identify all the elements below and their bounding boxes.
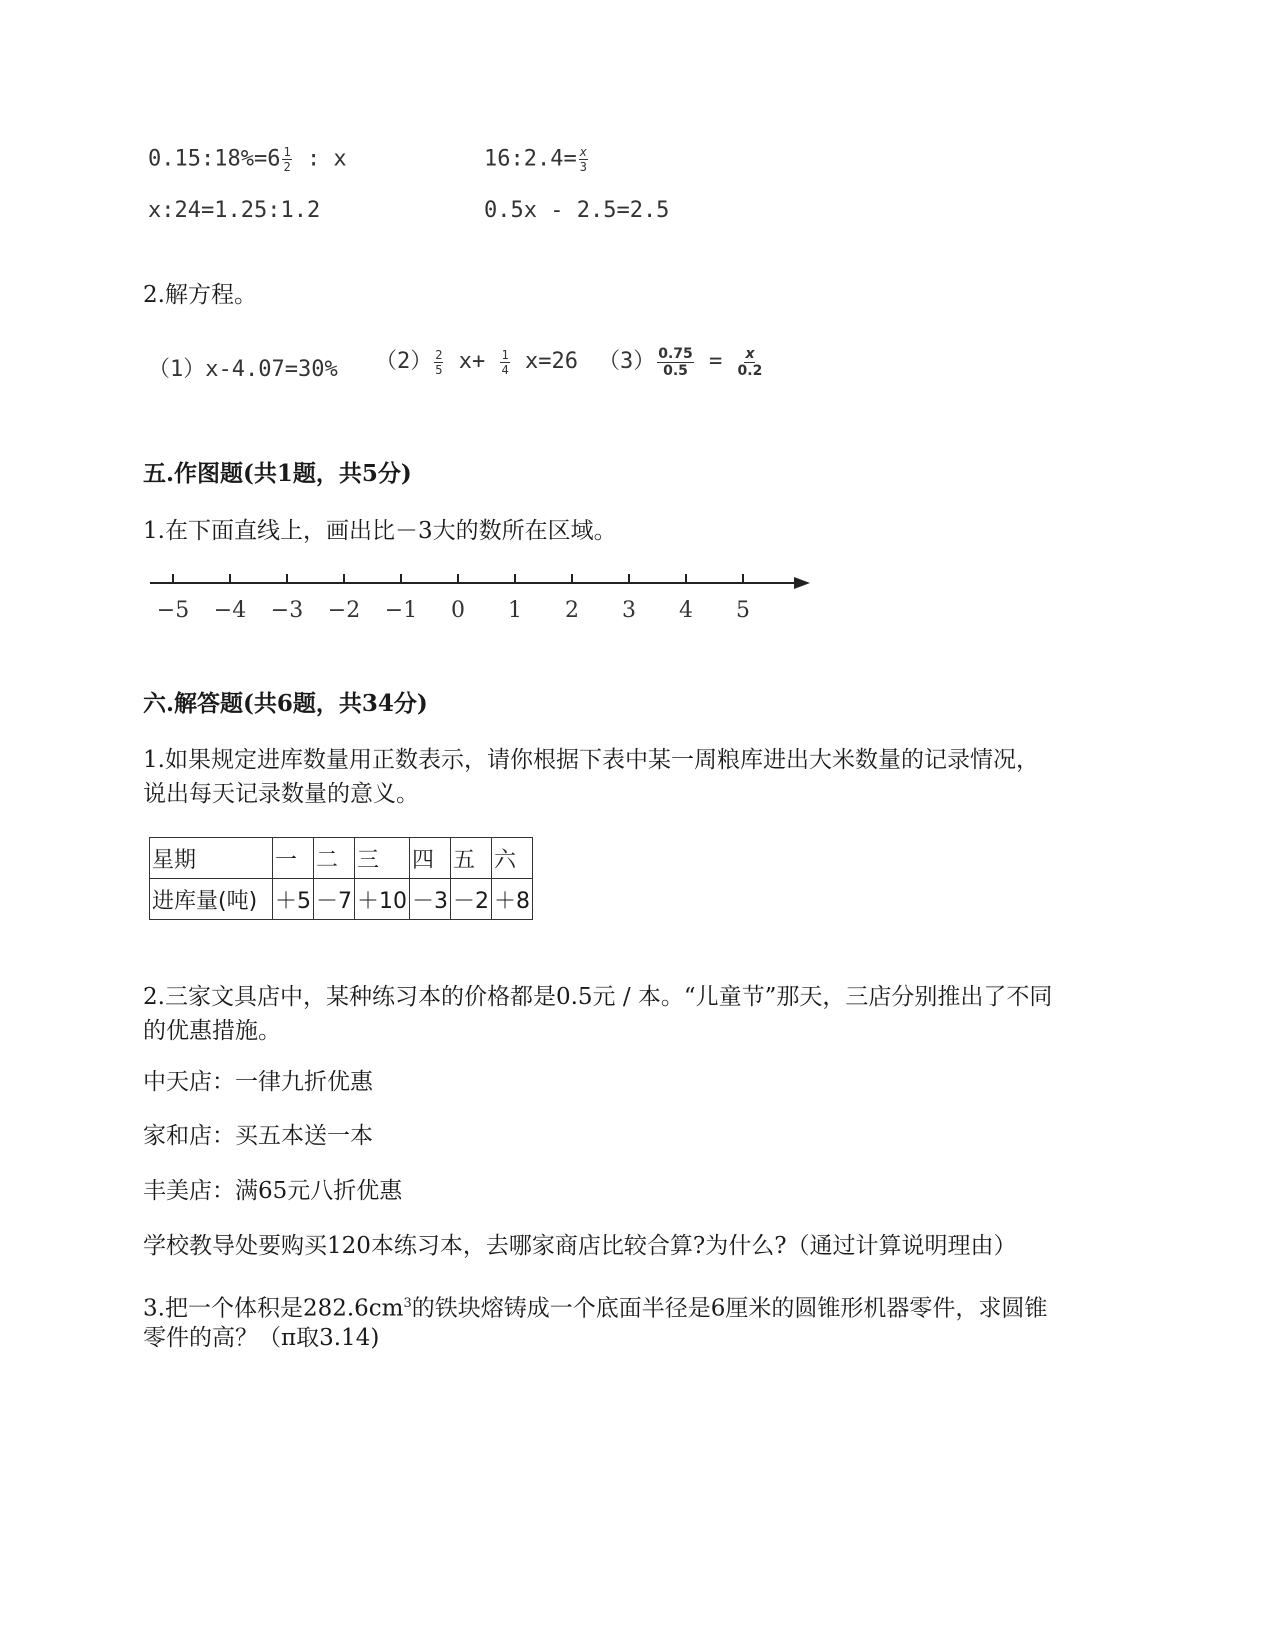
- solve-problem-1: （1）x-4.07=30%: [148, 357, 338, 382]
- section-6-question-3-line-1: 3.把一个体积是$282.6cm^3$的铁块熔铸成一个底面半径是6厘米的圆锥形机器零件，求圆锥: [143, 1295, 1048, 1322]
- solve-title: 2.解方程。: [143, 282, 257, 308]
- number-line-label: −1: [384, 598, 418, 623]
- table-cell: ＋5: [273, 879, 314, 920]
- section-5-heading: 五.作图题(共1题，共5分): [143, 460, 412, 487]
- equation-1-left: 0.15:18%=6: [148, 146, 281, 172]
- section-6-question-1-line-1: 1.如果规定进库数量用正数表示，请你根据下表中某一周粮库进出大米数量的记录情况，: [143, 747, 1039, 773]
- section-6-question-2-line-2: 的优惠措施。: [143, 1018, 281, 1044]
- fraction: $\frac{1}{2}$: [283, 145, 291, 174]
- equation-1-right: : x: [306, 146, 347, 172]
- table-row: [150, 879, 533, 920]
- section-6-question-2-line-1: 2.三家文具店中，某种练习本的价格都是0.5元 / 本。“儿童节”那天，三店分别推出了不同: [143, 984, 1053, 1010]
- number-line-label: 2: [565, 598, 579, 623]
- table-cell: 二: [314, 838, 355, 879]
- equation-4: 0.5x - 2.5=2.5: [484, 198, 670, 223]
- equation-3: x:24=1.25:1.2: [148, 198, 321, 223]
- section-6-heading: 六.解答题(共6题，共34分): [143, 690, 428, 717]
- section-6-question-2-prompt: 学校教导处要购买120本练习本，去哪家商店比较合算?为什么?（通过计算说明理由）: [143, 1233, 1017, 1259]
- solve-problem-3: （3） $\frac{0.75}{0.5}$ = $\frac{x}{0.2}$: [598, 345, 763, 379]
- store-fengmei: 丰美店：满65元八折优惠: [143, 1178, 403, 1204]
- table-cell: 星期: [150, 838, 273, 879]
- solve-problem-2: （2） $\frac{2}{5}$ x+ $\frac{1}{4}$ x=26: [375, 347, 578, 377]
- number-line-label: 3: [622, 598, 636, 623]
- number-line-label: −2: [327, 598, 361, 623]
- table-cell: 进库量(吨): [150, 879, 273, 920]
- store-zhongtian: 中天店：一律九折优惠: [143, 1069, 373, 1095]
- grain-record-table: [149, 837, 533, 920]
- table-cell: －7: [314, 879, 355, 920]
- section-6-question-3-line-2: 零件的高？（π取3.14): [143, 1325, 380, 1351]
- number-line-label: 0: [451, 598, 465, 623]
- table-cell: 三: [355, 838, 410, 879]
- section-6-question-1-line-2: 说出每天记录数量的意义。: [143, 781, 419, 807]
- number-line-label: 4: [679, 598, 693, 623]
- equation-2-left: 16:2.4=: [484, 146, 577, 172]
- store-jiahe: 家和店：买五本送一本: [143, 1123, 373, 1149]
- table-cell: 五: [451, 838, 492, 879]
- table-cell: －2: [451, 879, 492, 920]
- fraction: $\frac{1}{4}$: [501, 347, 509, 377]
- equation-1: [148, 146, 347, 173]
- number-line: [140, 565, 820, 630]
- number-line-label: −3: [270, 598, 304, 623]
- table-cell: －3: [410, 879, 451, 920]
- table-cell: 四: [410, 838, 451, 879]
- equation-2: [484, 146, 590, 173]
- number-line-label: 1: [508, 598, 522, 623]
- table-cell: ＋8: [492, 879, 533, 920]
- fraction: $\frac{x}{0.2}$: [737, 345, 763, 379]
- number-line-label: −4: [213, 598, 247, 623]
- table-cell: 六: [492, 838, 533, 879]
- arrow-icon: [794, 577, 810, 589]
- fraction: $\frac{x}{3}$: [579, 145, 587, 174]
- table-cell: ＋10: [355, 879, 410, 920]
- fraction: $\frac{2}{5}$: [435, 347, 443, 377]
- number-line-label: 5: [736, 598, 750, 623]
- table-cell: 一: [273, 838, 314, 879]
- number-line-label: −5: [156, 598, 190, 623]
- fraction: $\frac{0.75}{0.5}$: [658, 345, 693, 379]
- table-row: [150, 838, 533, 879]
- section-5-question-1: 1.在下面直线上，画出比－3大的数所在区域。: [143, 518, 617, 544]
